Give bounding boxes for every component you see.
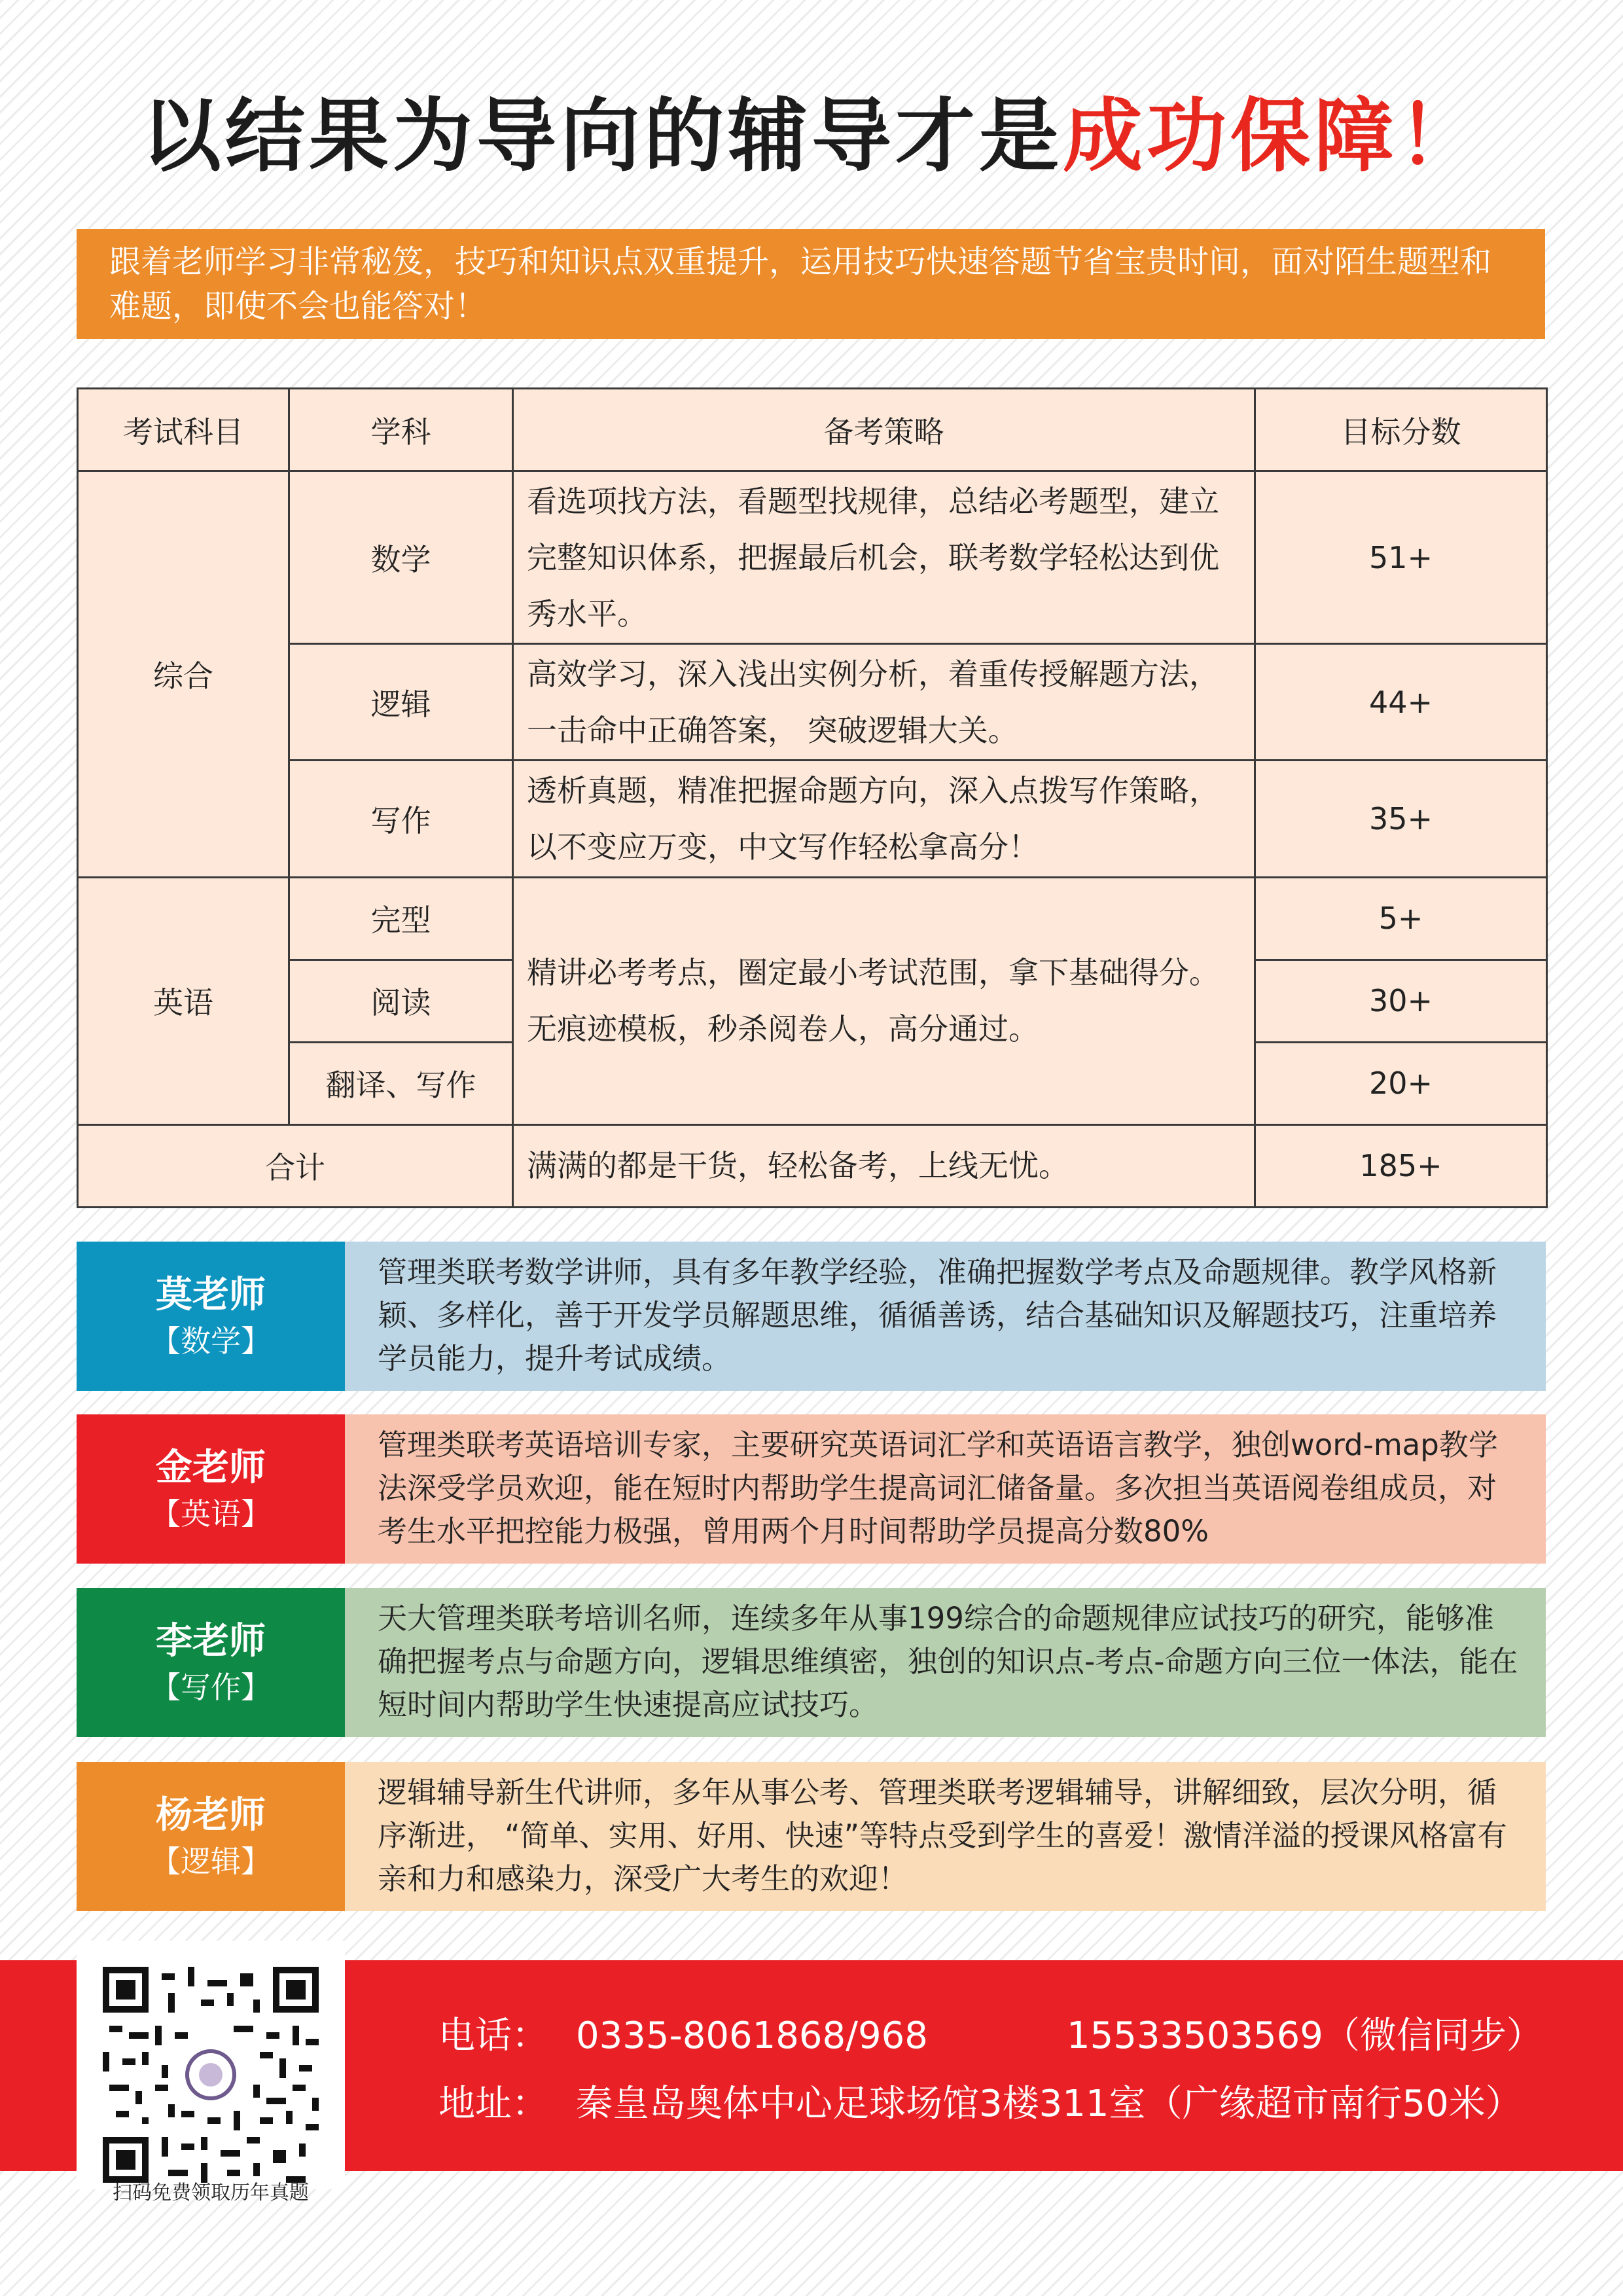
teacher-bio: 管理类联考英语培训专家，主要研究英语词汇学和英语语言教学，独创word-map教学法深受学员欢迎，能在短时内帮助学生提高词汇储备量。多次担当英语阅卷组成员，对考生水平把控能力极强，曾用两个月时间帮助学员提高分数80%	[345, 1414, 1546, 1564]
total-strategy-cell: 满满的都是干货，轻松备考，上线无忧。	[513, 1124, 1255, 1207]
table-row	[78, 761, 1547, 877]
teacher-bio: 逻辑辅导新生代讲师，多年从事公考、管理类联考逻辑辅导，讲解细致，层次分明，循序渐进， “简单、实用、好用、快速”等特点受到学生的喜爱！激情洋溢的授课风格富有亲和力和感染力，深受广大考生的欢迎！	[345, 1762, 1546, 1911]
subject-cell: 数学	[289, 471, 513, 644]
subject-cell: 翻译、写作	[289, 1042, 513, 1124]
exam-strategy-table	[77, 387, 1548, 1208]
teacher-subject: 【逻辑】	[151, 1844, 271, 1879]
subject-cell: 完型	[289, 877, 513, 960]
teacher-tag	[77, 1414, 345, 1564]
teacher-subject: 【英语】	[151, 1496, 271, 1532]
teacher-bio: 管理类联考数学讲师，具有多年教学经验，准确把握数学考点及命题规律。教学风格新颖、多样化，善于开发学员解题思维，循循善诱，结合基础知识及解题技巧，注重培养学员能力，提升考试成绩。	[345, 1242, 1546, 1391]
teacher-card-yang	[77, 1762, 1546, 1911]
score-cell: 5+	[1255, 877, 1547, 960]
teacher-bio: 天大管理类联考培训名师，连续多年从事199综合的命题规律应试技巧的研究，能够准确把握考点与命题方向，逻辑思维缜密，独创的知识点-考点-命题方向三位一体法，能在短时间内帮助学生快速提高应试技巧。	[345, 1588, 1546, 1737]
header-target-score: 目标分数	[1255, 389, 1547, 471]
subject-cell: 阅读	[289, 960, 513, 1042]
strategy-cell: 高效学习，深入浅出实例分析，着重传授解题方法，一击命中正确答案， 突破逻辑大关。	[513, 644, 1255, 761]
category-cell: 综合	[78, 471, 289, 877]
phone-label: 电话：	[438, 2015, 548, 2057]
teacher-subject: 【写作】	[151, 1670, 271, 1705]
teacher-tag	[77, 1588, 345, 1737]
score-cell: 44+	[1255, 644, 1547, 761]
teacher-tag	[77, 1242, 345, 1391]
address-label: 地址：	[438, 2083, 548, 2125]
teacher-name: 李老师	[156, 1620, 266, 1662]
phone-line	[438, 2010, 1543, 2062]
address-line	[438, 2078, 1522, 2130]
score-cell: 20+	[1255, 1042, 1547, 1124]
strategy-cell: 精讲必考考点，圈定最小考试范围，拿下基础得分。无痕迹模板，秒杀阅卷人，高分通过。	[513, 877, 1255, 1124]
teacher-card-mo	[77, 1242, 1546, 1391]
table-row	[78, 644, 1547, 761]
table-total-row	[78, 1124, 1547, 1207]
category-cell: 英语	[78, 877, 289, 1124]
address-text: 秦皇岛奥体中心足球场馆3楼311室（广缘超市南行50米）	[576, 2083, 1522, 2125]
teacher-name: 莫老师	[156, 1274, 266, 1316]
score-cell: 51+	[1255, 471, 1547, 644]
teacher-card-jin	[77, 1414, 1546, 1564]
qr-caption: 扫码免费领取历年真题	[113, 2181, 309, 2204]
phone-number: 0335-8061868/968	[576, 2015, 928, 2057]
title-main: 以结果为导向的辅导才是	[141, 90, 1063, 183]
title-accent: 成功保障！	[1063, 90, 1482, 183]
qr-code-box	[77, 1941, 345, 2189]
teacher-card-li	[77, 1588, 1546, 1737]
score-cell: 30+	[1255, 960, 1547, 1042]
table-row	[78, 877, 1547, 960]
score-cell: 35+	[1255, 761, 1547, 877]
teacher-tag	[77, 1762, 345, 1911]
header-strategy: 备考策略	[513, 389, 1255, 471]
page-title	[0, 84, 1623, 188]
total-label-cell: 合计	[78, 1124, 513, 1207]
subject-cell: 写作	[289, 761, 513, 877]
subject-cell: 逻辑	[289, 644, 513, 761]
strategy-cell: 透析真题，精准把握命题方向，深入点拨写作策略，以不变应万变，中文写作轻松拿高分！	[513, 761, 1255, 877]
mobile-number: 15533503569（微信同步）	[1067, 2015, 1543, 2057]
header-discipline: 学科	[289, 389, 513, 471]
teacher-subject: 【数学】	[151, 1323, 271, 1359]
qr-code-icon	[103, 1967, 319, 2183]
strategy-cell: 看选项找方法，看题型找规律，总结必考题型，建立完整知识体系，把握最后机会，联考数学轻松达到优秀水平。	[513, 471, 1255, 644]
teacher-name: 杨老师	[156, 1794, 266, 1837]
table-row	[78, 471, 1547, 644]
teacher-name: 金老师	[156, 1446, 266, 1489]
table-header-row	[78, 389, 1547, 471]
header-exam-subject: 考试科目	[78, 389, 289, 471]
intro-banner: 跟着老师学习非常秘笈，技巧和知识点双重提升，运用技巧快速答题节省宝贵时间，面对陌生题型和难题，即使不会也能答对！	[77, 229, 1545, 339]
total-score-cell: 185+	[1255, 1124, 1547, 1207]
